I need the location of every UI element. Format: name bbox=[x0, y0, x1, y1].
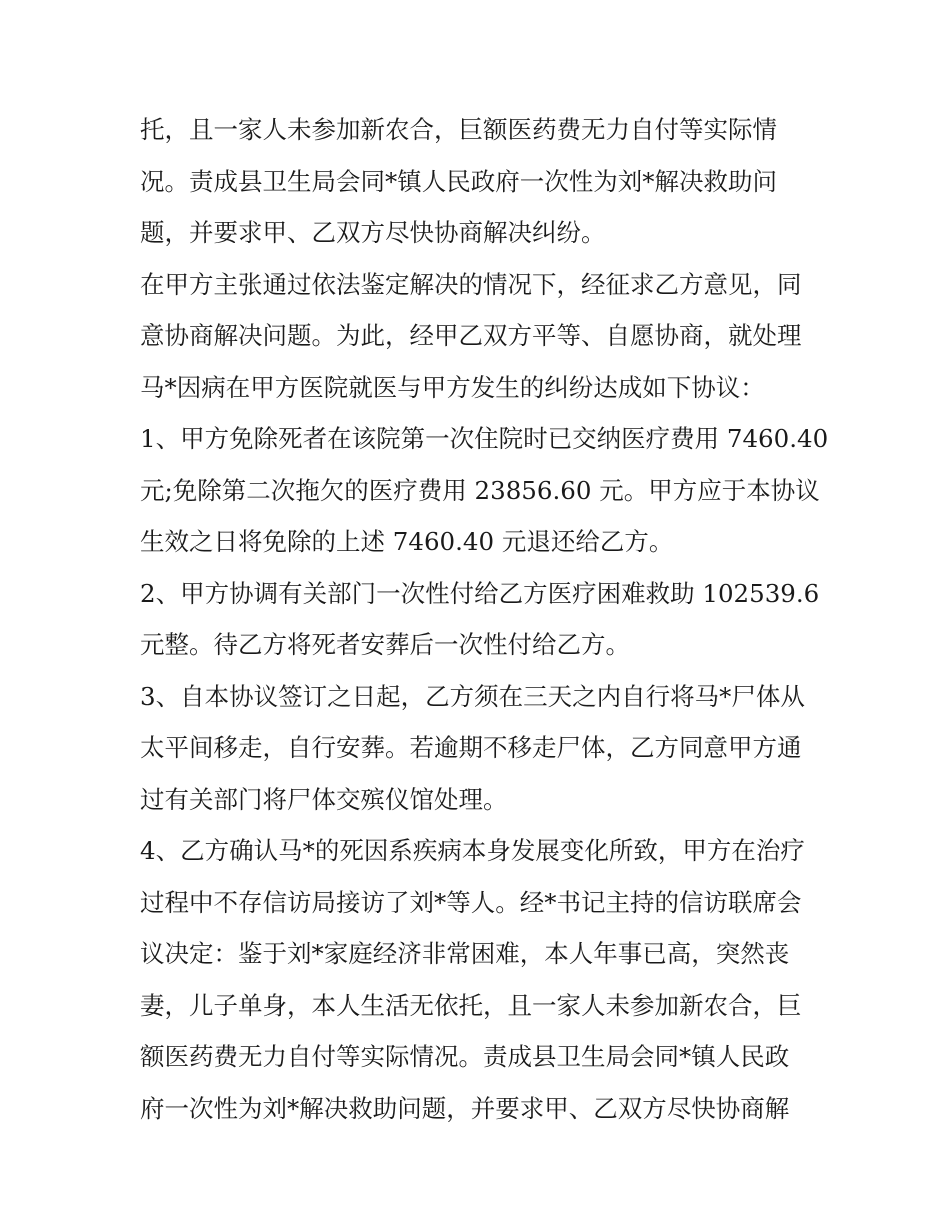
text-line: 生效之日将免除的上述 7460.40 元退还给乙方。 bbox=[140, 527, 674, 556]
text-line: 马*因病在甲方医院就医与甲方发生的纠纷达成如下协议： bbox=[140, 372, 765, 402]
text-line: 2、甲方协调有关部门一次性付给乙方医疗困难救助 102539.6 bbox=[140, 578, 820, 608]
text-line: 太平间移走，自行安葬。若逾期不移走尸体，乙方同意甲方通 bbox=[140, 733, 802, 762]
text-line: 过有关部门将尸体交殡仪馆处理。 bbox=[140, 784, 508, 814]
text-line: 妻，儿子单身，本人生活无依托，且一家人未参加新农合，巨 bbox=[140, 990, 802, 1020]
text-line: 过程中不存信访局接访了刘*等人。经*书记主持的信访联席会 bbox=[140, 887, 802, 917]
text-line: 在甲方主张通过依法鉴定解决的情况下，经征求乙方意见，同 bbox=[140, 269, 802, 299]
text-line: 1、甲方免除死者在该院第一次住院时已交纳医疗费用 7460.40 bbox=[140, 424, 829, 453]
text-line: 题，并要求甲、乙双方尽快协商解决纠纷。 bbox=[140, 218, 606, 247]
text-line: 元;免除第二次拖欠的医疗费用 23856.60 元。甲方应于本协议 bbox=[140, 475, 820, 505]
text-line: 托，且一家人未参加新农合，巨额医药费无力自付等实际情 bbox=[140, 115, 777, 144]
document-body bbox=[140, 104, 830, 1134]
text-line: 额医药费无力自付等实际情况。责成县卫生局会同*镇人民政 bbox=[140, 1042, 790, 1071]
text-line: 4、乙方确认马*的死因系疾病本身发展变化所致，甲方在治疗 bbox=[140, 836, 805, 865]
text-line: 3、自本协议签订之日起，乙方须在三天之内自行将马*尸体从 bbox=[140, 681, 805, 711]
text-line: 议决定：鉴于刘*家庭经济非常困难，本人年事已高，突然丧 bbox=[140, 939, 790, 968]
text-line: 府一次性为刘*解决救助问题，并要求甲、乙双方尽快协商解 bbox=[140, 1093, 790, 1123]
text-line: 意协商解决问题。为此，经甲乙双方平等、自愿协商，就处理 bbox=[140, 321, 802, 350]
text-line: 况。责成县卫生局会同*镇人民政府一次性为刘*解决救助问 bbox=[140, 166, 777, 196]
text-line: 元整。待乙方将死者安葬后一次性付给乙方。 bbox=[140, 630, 630, 659]
